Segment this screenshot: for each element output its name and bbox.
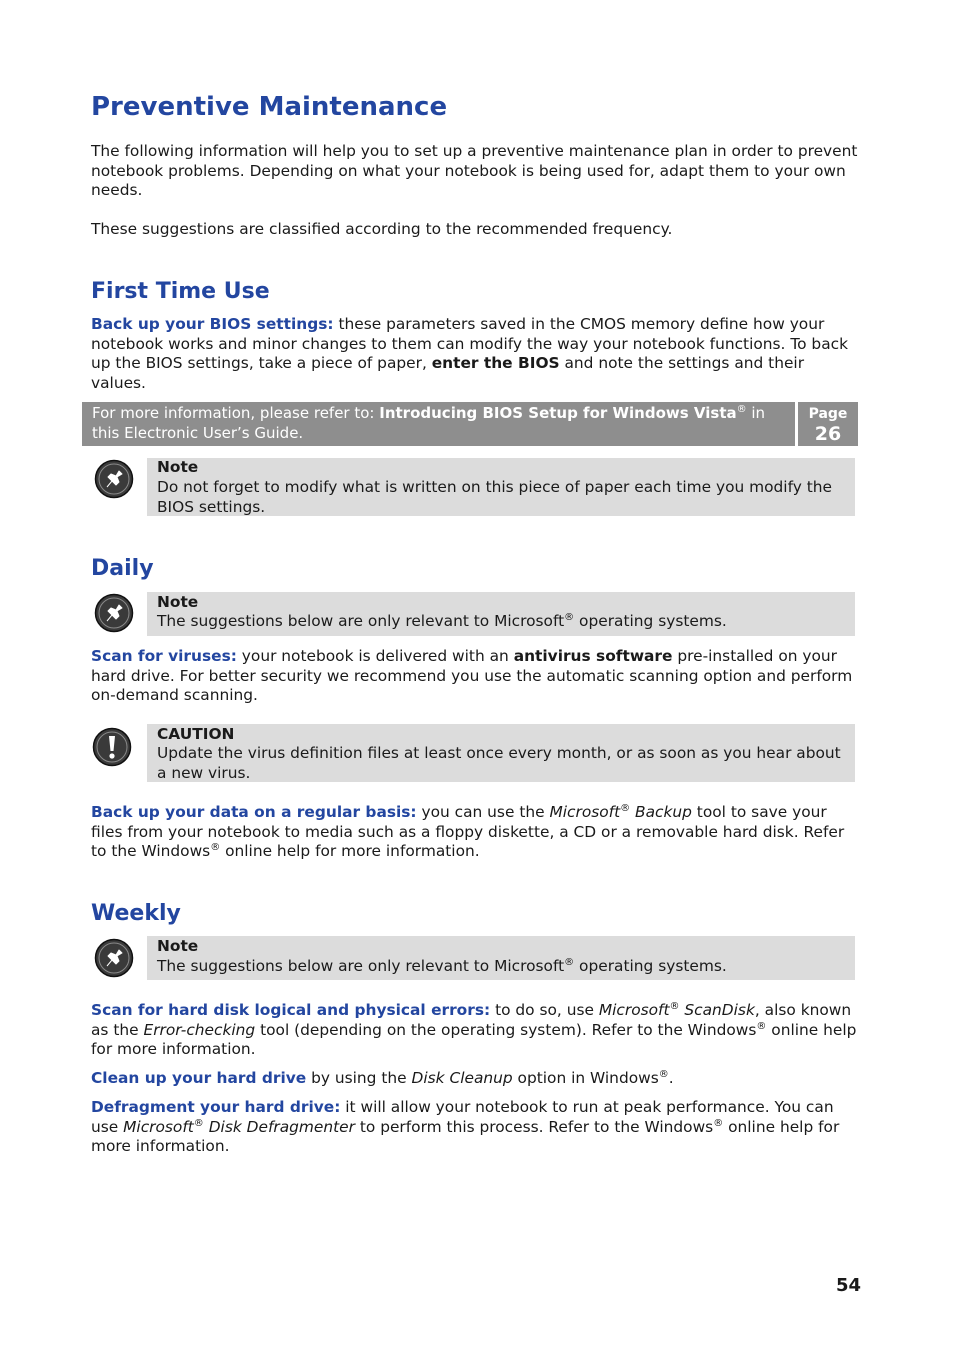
- exclamation-icon: [92, 727, 132, 767]
- bios-backup-text-2: and note the settings and their values.: [91, 354, 805, 392]
- note-text-daily-1: The suggestions below are only relevant to Microsoft: [157, 612, 565, 630]
- bios-backup-paragraph: [91, 315, 863, 393]
- backup-reg-1: ®: [620, 802, 631, 814]
- scan-viruses-paragraph: [91, 647, 863, 706]
- pushpin-icon: [94, 593, 134, 633]
- caution-label: CAUTION: [157, 725, 235, 743]
- scan-disk-microsoft: Microsoft: [598, 1001, 670, 1019]
- defrag-paragraph: [91, 1098, 863, 1157]
- reference-link[interactable]: Introducing BIOS Setup for Windows Vista: [379, 404, 737, 422]
- note-text-daily-2: operating systems.: [574, 612, 727, 630]
- scan-disk-text-3: tool (depending on the operating system). Refer to the Windows: [255, 1020, 757, 1039]
- bios-backup-lead: Back up your BIOS settings:: [91, 315, 334, 333]
- scan-disk-text-4: online help for more information.: [91, 1020, 857, 1059]
- note-text-weekly-2: operating systems.: [574, 957, 727, 975]
- section-heading-weekly: Weekly: [91, 901, 181, 926]
- scan-viruses-text-2: pre-installed on your hard drive. For better security we recommend you use the automatic scanning option and perform on-demand scanning.: [91, 647, 853, 705]
- note-text-weekly-1: The suggestions below are only relevant to Microsoft: [157, 957, 565, 975]
- reference-suffix: in this Electronic User’s Guide.: [92, 404, 766, 442]
- note-reg-daily: ®: [564, 611, 575, 623]
- backup-data-lead: Back up your data on a regular basis:: [91, 803, 417, 821]
- note-reg-weekly: ®: [564, 956, 575, 968]
- defrag-reg-1: ®: [193, 1117, 204, 1129]
- cleanup-paragraph: [91, 1069, 863, 1089]
- backup-microsoft: Microsoft: [549, 803, 621, 821]
- page-reference-label: Page: [808, 406, 848, 422]
- backup-data-text-3: online help for more information.: [220, 842, 480, 861]
- scan-disk-text-1: to do so, use: [490, 1001, 599, 1019]
- page-reference-number: 26: [814, 423, 842, 445]
- section-heading-daily: Daily: [91, 556, 154, 581]
- pushpin-icon: [94, 938, 134, 978]
- reference-reg: ®: [736, 404, 747, 415]
- disk-cleanup-name: Disk Cleanup: [411, 1069, 513, 1087]
- defrag-text-1: it will allow your notebook to run at peak performance. You can use: [91, 1098, 834, 1136]
- scan-disk-reg-1: ®: [669, 1000, 680, 1012]
- intro-paragraph-1: The following information will help you to set up a preventive maintenance plan in order to prevent notebook problems. Depending on what your notebook is being used for, adapt them to your own needs.: [91, 142, 858, 200]
- reference-prefix: For more information, please refer to:: [92, 404, 380, 422]
- cleanup-text-1: by using the: [306, 1069, 412, 1087]
- scan-disk-lead: Scan for hard disk logical and physical errors:: [91, 1001, 491, 1019]
- note-text-weekly: [157, 957, 847, 977]
- defrag-lead: Defragment your hard drive:: [91, 1098, 341, 1116]
- scan-disk-reg-2: ®: [756, 1020, 767, 1032]
- antivirus-bold: antivirus software: [513, 647, 673, 665]
- page-number: 54: [836, 1275, 862, 1296]
- enter-bios-bold: enter the BIOS: [431, 354, 560, 373]
- cleanup-reg: ®: [658, 1068, 669, 1080]
- note-text-daily: [157, 612, 847, 632]
- disk-defragmenter-name: Disk Defragmenter: [203, 1117, 355, 1136]
- page-reference-box[interactable]: [798, 402, 858, 446]
- scan-viruses-lead: Scan for viruses:: [91, 647, 237, 665]
- backup-reg-2: ®: [210, 842, 221, 854]
- note-text-bios: Do not forget to modify what is written on this piece of paper each time you modify the BIOS settings.: [157, 478, 832, 516]
- backup-data-text-1: you can use the: [416, 803, 550, 821]
- backup-data-paragraph: [91, 803, 863, 862]
- backup-data-text-2: tool to save your files from your notebook to media such as a floppy diskette, a CD or a removable hard disk. Refer to the Windows: [91, 803, 845, 861]
- scan-disk-text-2: , also known as the: [91, 1001, 852, 1039]
- bios-backup-text-1: these parameters saved in the CMOS memory define how your notebook works and minor changes to them can modify the way your notebook functions. To back up the BIOS settings, take a piece of paper,: [91, 315, 849, 373]
- cleanup-lead: Clean up your hard drive: [91, 1069, 307, 1087]
- defrag-microsoft: Microsoft: [123, 1117, 194, 1136]
- defrag-reg-2: ®: [713, 1117, 724, 1129]
- intro-paragraph-2: These suggestions are classified according to the recommended frequency.: [91, 220, 673, 238]
- defrag-text-3: online help for more information.: [91, 1117, 840, 1156]
- caution-text: Update the virus definition files at least once every month, or as soon as you hear about a new virus.: [157, 744, 841, 782]
- cleanup-text-2: option in Windows: [512, 1069, 659, 1087]
- pushpin-icon: [94, 459, 134, 499]
- section-heading-first-time-use: First Time Use: [91, 279, 270, 304]
- backup-tool-name: Backup: [630, 803, 692, 821]
- cleanup-text-3: .: [668, 1069, 674, 1087]
- note-label-daily: Note: [157, 593, 199, 611]
- defrag-text-2: to perform this process. Refer to the Windows: [354, 1117, 714, 1136]
- reference-text: [92, 404, 792, 443]
- scandisk-name: ScanDisk: [679, 1001, 755, 1019]
- note-label-weekly: Note: [157, 937, 199, 955]
- error-checking-name: Error-checking: [143, 1020, 256, 1039]
- page-title: Preventive Maintenance: [91, 92, 448, 122]
- scan-disk-paragraph: [91, 1001, 863, 1060]
- note-label-bios: Note: [157, 458, 199, 476]
- scan-viruses-text-1: your notebook is delivered with an: [236, 647, 514, 665]
